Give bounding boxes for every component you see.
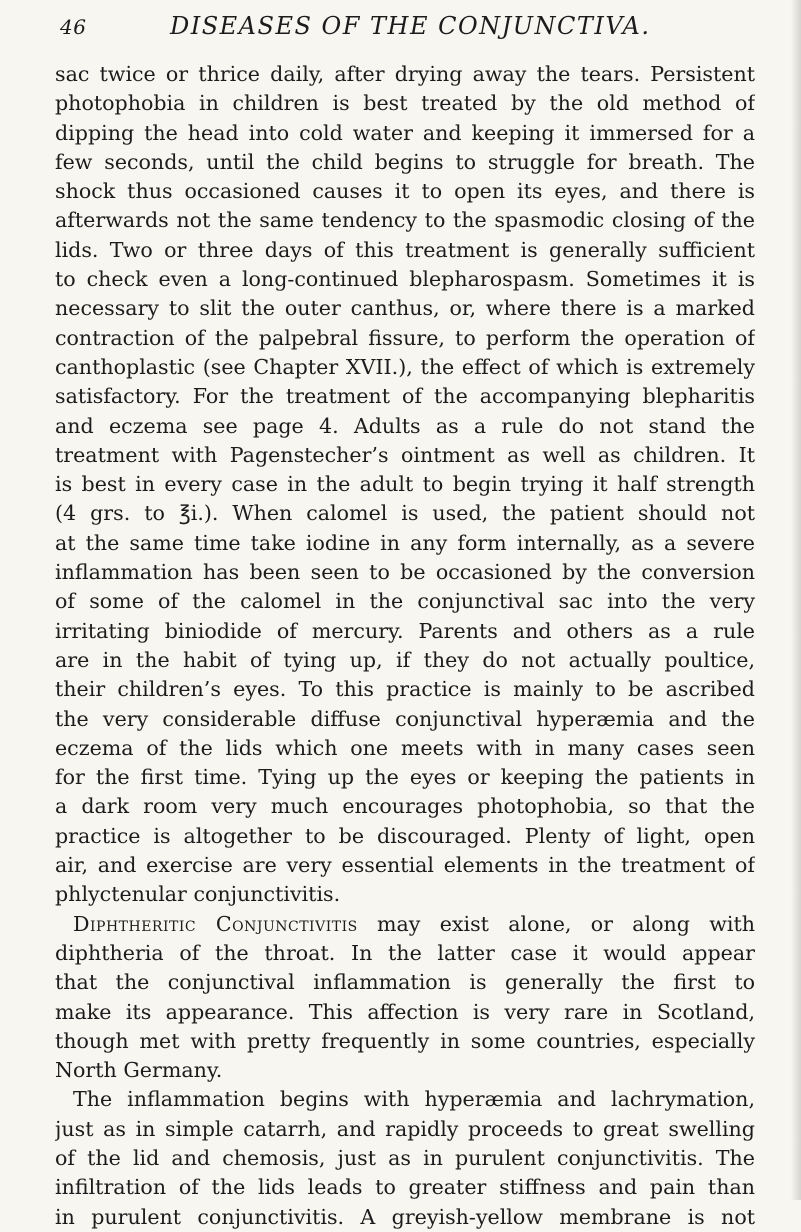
line-text: shock thus occasioned causes it to open its eyes, and there is [55, 179, 755, 204]
page-header [44, 8, 764, 42]
text-line [55, 1115, 755, 1144]
text-line [55, 851, 755, 880]
line-text: the very considerable diffuse conjunctival hyperæmia and the [55, 706, 755, 731]
text-line [55, 617, 755, 646]
text-line [55, 998, 755, 1027]
line-text: is best in every case in the adult to begin trying it half strength [55, 472, 755, 497]
line-text: their children’s eyes. To this practice is mainly to be ascribed [55, 677, 755, 702]
line-text: irritating biniodide of mercury. Parents and others as a rule [55, 618, 755, 643]
line-text: though met with pretty frequently in some countries, especially [55, 1028, 755, 1053]
line-text: eczema of the lids which one meets with in many cases seen [55, 735, 755, 760]
text-line [55, 412, 755, 441]
text-line [55, 705, 755, 734]
text-line [55, 294, 755, 323]
text-line [55, 792, 755, 821]
line-text: in purulent conjunctivitis. A greyish-yellow membrane is not [55, 1204, 755, 1229]
line-text: North Germany. [55, 1058, 223, 1083]
line-text: sac twice or thrice daily, after drying away the tears. Persistent [55, 62, 755, 86]
section-heading: Diphtheritic Conjunctivitis [73, 911, 358, 936]
line-text: photophobia in children is best treated by the old method of [55, 91, 755, 116]
line-text: a dark room very much encourages photophobia, so that the [55, 794, 755, 819]
text-line [55, 206, 755, 235]
line-text: and eczema see page 4. Adults as a rule do not stand the [55, 413, 755, 438]
page-number: 46 [60, 15, 87, 39]
text-line [55, 734, 755, 763]
line-text: may exist alone, or along with [357, 911, 755, 936]
text-line [55, 1085, 755, 1114]
text-line [55, 646, 755, 675]
line-text: dipping the head into cold water and keeping it immersed for a [55, 120, 755, 145]
line-text: of the lid and chemosis, just as in purulent conjunctivitis. The [55, 1145, 755, 1170]
text-line [55, 89, 755, 118]
line-text: at the same time take iodine in any form internally, as a severe [55, 530, 755, 555]
text-line [55, 529, 755, 558]
text-line [55, 968, 755, 997]
text-line [55, 236, 755, 265]
text-line [55, 177, 755, 206]
body-text [55, 60, 755, 1232]
line-text: afterwards not the same tendency to the spasmodic closing of the [55, 208, 755, 233]
line-text: for the first time. Tying up the eyes or keeping the patients in [55, 765, 755, 790]
line-text: just as in simple catarrh, and rapidly proceeds to great swelling [55, 1116, 755, 1141]
line-text: inflammation has been seen to be occasioned by the conversion [55, 560, 755, 585]
line-text: treatment with Pagenstecher’s ointment as well as children. It [55, 442, 755, 467]
text-line [55, 558, 755, 587]
line-text: satisfactory. For the treatment of the accompanying blepharitis [55, 384, 755, 409]
text-line [55, 880, 755, 909]
page-edge-shadow [791, 0, 801, 1200]
text-line [55, 499, 755, 528]
text-line [55, 675, 755, 704]
line-text: phlyctenular conjunctivitis. [55, 882, 341, 907]
line-text: necessary to slit the outer canthus, or, where there is a marked [55, 296, 755, 321]
text-line [55, 60, 755, 89]
text-line [55, 822, 755, 851]
line-text: that the conjunctival inflammation is generally the first to [55, 970, 755, 995]
text-line [55, 587, 755, 616]
text-line [55, 939, 755, 968]
line-text: diphtheria of the throat. In the latter case it would appear [55, 940, 755, 965]
text-line [55, 470, 755, 499]
text-line [55, 148, 755, 177]
line-text: few seconds, until the child begins to struggle for breath. The [55, 149, 755, 174]
text-line [55, 1027, 755, 1056]
line-text: contraction of the palpebral fissure, to perform the operation of [55, 325, 755, 350]
line-text: of some of the calomel in the conjunctival sac into the very [55, 589, 755, 614]
text-line [55, 763, 755, 792]
line-text: lids. Two or three days of this treatment is generally sufficient [55, 237, 755, 262]
text-line [55, 382, 755, 411]
line-text: air, and exercise are very essential elements in the treatment of [55, 853, 755, 878]
running-head: DISEASES OF THE CONJUNCTIVA. [170, 12, 651, 40]
text-line [55, 1144, 755, 1173]
text-line [55, 1203, 755, 1232]
text-line [55, 353, 755, 382]
line-text: make its appearance. This affection is very rare in Scotland, [55, 999, 755, 1024]
text-line [55, 1056, 755, 1085]
line-text: infiltration of the lids leads to greater stiffness and pain than [55, 1175, 755, 1200]
line-text: practice is altogether to be discouraged. Plenty of light, open [55, 823, 755, 848]
text-line [55, 324, 755, 353]
line-text: (4 grs. to ℥i.). When calomel is used, the patient should not [55, 501, 755, 526]
text-line [55, 265, 755, 294]
line-text: are in the habit of tying up, if they do not actually poultice, [55, 647, 755, 672]
text-line [55, 441, 755, 470]
text-line [55, 910, 755, 939]
line-text: The inflammation begins with hyperæmia and lachrymation, [73, 1087, 755, 1112]
line-text: to check even a long-continued blepharospasm. Sometimes it is [55, 267, 755, 292]
text-line [55, 1173, 755, 1202]
line-text: canthoplastic (see Chapter XVII.), the effect of which is extremely [55, 354, 755, 379]
text-line [55, 119, 755, 148]
